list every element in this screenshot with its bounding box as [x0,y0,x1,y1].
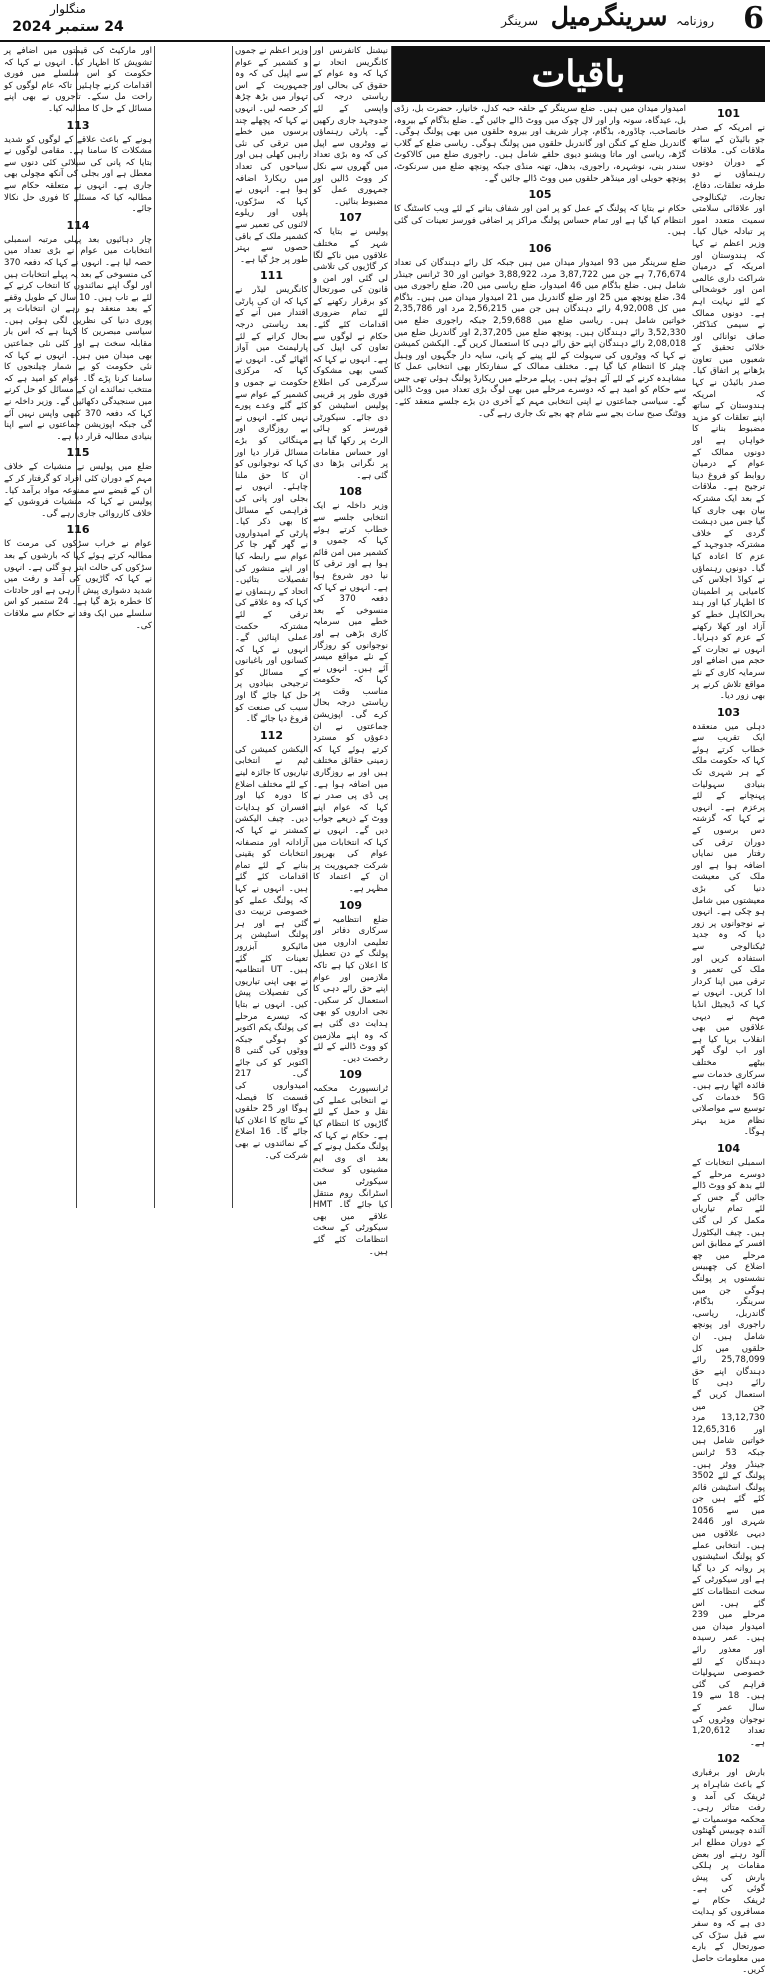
article-text: کانگریس لیڈر نے کہا کہ ان کی پارٹی اقتدار میں آنے کے بعد ریاستی درجہ بحال کرانے کے لئے پارلیمنٹ میں آواز اٹھائے گی۔ انہوں نے کہا کہ مرکزی حکومت نے جموں و کشمیر کے عوام سے کئے گئے وعدے پورے نہیں کئے۔ انہوں نے بے روزگاری اور مہنگائی کو بڑے مسائل قرار دیا اور کہا کہ نوجوانوں کو ان کا حق ملنا چاہئے۔ انہوں نے بجلی اور پانی کی فراہمی کے مسائل کا بھی ذکر کیا۔ پارٹی کے امیدواروں نے گھر گھر جا کر عوام سے رابطہ کیا اور اپنے منشور کی تفصیلات بتائیں۔ اتحاد کے رہنماؤں نے کہا کہ وہ علاقے کی ترقی کے لئے مشترکہ حکمت عملی اپنائیں گے۔ انہوں نے کہا کہ کسانوں اور باغبانوں کے مسائل کو ترجیحی بنیادوں پر حل کیا جائے گا اور سیب کی صنعت کو فروغ دیا جائے گا۔ [235,285,308,725]
article-text: وزیر اعظم نے جموں و کشمیر کے عوام سے اپیل کی کہ وہ جمہوریت کے اس تہوار میں بڑھ چڑھ کر حصہ لیں۔ انہوں نے کہا کہ پچھلے چند برسوں میں خطے میں ترقی کی نئی راہیں کھلی ہیں اور سیاحوں کی تعداد میں ریکارڈ اضافہ ہوا ہے۔ انہوں نے کہا کہ سڑکوں، پلوں اور ریلوے لائنوں کی تعمیر سے کشمیر ملک کے باقی حصوں سے بہتر طور پر جڑ گیا ہے۔ [235,46,308,265]
article-number: 109 [339,1068,362,1082]
column-3 [313,46,388,1257]
column-divider [232,46,233,1208]
article-text: چار دہائیوں بعد پہلی مرتبہ اسمبلی انتخابات میں عوام نے بڑی تعداد میں حصہ لیا ہے۔ انہوں نے کہا کہ دفعہ 370 کی منسوخی کے بعد یہ پہلے انتخابات ہیں اور لوگ اپنے نمائندوں کا انتخاب کرنے کے لئے بے تاب ہیں۔ 10 سال کے طویل وقفے کے بعد منعقد ہو رہے ان انتخابات پر پوری دنیا کی نظریں لگی ہوئی ہیں۔ سیاسی مبصرین کا کہنا ہے کہ اس بار مقابلہ سخت ہے اور کئی نئی جماعتیں بھی میدان میں ہیں۔ انہوں نے کہا کہ نئی حکومت کو بے شمار چیلنجوں کا سامنا کرنا پڑے گا۔ عوام کو امید ہے کہ منتخب نمائندے ان کے مسائل کو حل کرنے میں سنجیدگی دکھائیں گے۔ وزیر داخلہ نے کہا کہ دفعہ 370 کبھی واپس نہیں آئے گی جبکہ اپوزیشن جماعتوں نے اسے اپنا بنیادی مطالبہ قرار دیا ہے۔ [4,234,153,442]
article-number: 116 [66,523,90,537]
article-number: 114 [66,218,90,232]
article-number: 103 [717,705,740,719]
article-number: 108 [339,485,362,499]
article-number: 109 [339,898,362,912]
article-text: ضلع سرینگر میں 93 امیدوار میدان میں ہیں جبکہ کل رائے دہندگان کی تعداد 7,76,674 ہے جن میں 3,87,722 مرد، 3,88,922 خواتین اور 30 ٹرانس جینڈر شامل ہیں۔ ضلع بڈگام میں 46 امیدوار، ضلع ریاسی میں 20، ضلع راجوری میں 34، ضلع پونچھ میں 25 اور ضلع گاندربل میں 21 امیدوار میدان میں ہیں۔ بڈگام میں کل 4,92,008 رائے دہندگان ہیں جن میں 2,56,215 مرد اور 2,35,786 خواتین شامل ہیں۔ ریاسی ضلع میں 2,59,688 جبکہ راجوری ضلع میں 3,52,330 رائے دہندگان ہیں۔ پونچھ ضلع میں 2,37,205 اور گاندربل ضلع میں 2,08,018 رائے دہندگان اپنے حق رائے دہی کا استعمال کریں گے۔ الیکشن کمیشن نے کہا کہ ووٹروں کی سہولت کے لئے پینے کے پانی، سایہ دار جگہوں اور وہیل چیئر کا انتظام کیا گیا ہے۔ مختلف ممالک کے سفارتکار بھی انتخابی عمل کا مشاہدہ کرنے کے لئے آئے ہوئے ہیں۔ پہلے مرحلے میں ریکارڈ پولنگ ہوئی تھی جس سے حکام کو امید ہے کہ دوسرے مرحلے میں بھی لوگ بڑی تعداد میں ووٹ ڈالیں گے۔ سیاسی جماعتوں نے اپنی انتخابی مہم کے آخری دن بڑے جلسے منعقد کئے۔ ووٹنگ صبح سات بجے سے شام چھ بجے تک جاری رہے گی۔ [394,257,687,419]
masthead-city: سرینگر [501,14,538,28]
article-text: وزیر داخلہ نے ایک انتخابی جلسے سے خطاب کرتے ہوئے کہا کہ جموں و کشمیر میں امن قائم ہوا ہے اور ترقی کا نیا دور شروع ہوا ہے۔ انہوں نے کہا کہ دفعہ 370 کی منسوخی کے بعد خطے میں سرمایہ کاری بڑھی ہے اور نوجوانوں کو روزگار کے نئے مواقع میسر آئے ہیں۔ انہوں نے کہا کہ حکومت مناسب وقت پر ریاستی درجہ بحال کرے گی۔ اپوزیشن جماعتوں نے ان دعوؤں کو مسترد کرتے ہوئے کہا کہ زمینی حقائق مختلف ہیں اور بے روزگاری میں اضافہ ہوا ہے۔ پی ڈی پی صدر نے کہا کہ عوام اپنے ووٹ کے ذریعے جواب دیں گے۔ انہوں نے کہا کہ انتخابات میں عوام کی بھرپور شرکت جمہوریت پر ان کے اعتماد کا مظہر ہے۔ [313,501,388,894]
article-text: ٹرانسپورٹ محکمہ نے انتخابی عملے کی نقل و حمل کے لئے گاڑیوں کا انتظام کیا ہے۔ حکام نے کہا کہ پولنگ مکمل ہونے کے بعد ای وی ایم مشینوں کو سخت سیکورٹی میں اسٹرانگ روم منتقل کیا جائے گا۔ HMT علاقے میں بھی سیکورٹی کے سخت انتظامات کئے گئے ہیں۔ [313,1084,388,1257]
article-number: 102 [717,1752,740,1766]
article-number: 112 [260,728,283,742]
article-text: اسمبلی انتخابات کے دوسرے مرحلے کے لئے بدھ کو ووٹ ڈالے جائیں گے جس کے لئے تمام تیاریاں مکمل کر لی گئی ہیں۔ چیف الیکٹورل افسر کے مطابق اس مرحلے میں چھ اضلاع کی چھبیس نشستوں پر پولنگ ہوگی جن میں سرینگر، بڈگام، گاندربل، ریاسی، راجوری اور پونچھ شامل ہیں۔ ان حلقوں میں کل 25,78,099 رائے دہندگان اپنے حق رائے دہی کا استعمال کریں گے جن میں 13,12,730 مرد اور 12,65,316 خواتین شامل ہیں جبکہ 53 ٹرانس جینڈر ووٹر ہیں۔ پولنگ کے لئے 3502 پولنگ اسٹیشن قائم کئے گئے ہیں جن میں سے 1056 شہری اور 2446 دیہی علاقوں میں ہیں۔ انتخابی عملے کو پولنگ اسٹیشنوں پر روانہ کر دیا گیا ہے اور سیکورٹی کے سخت انتظامات کئے گئے ہیں۔ اس مرحلے میں 239 امیدوار میدان میں ہیں۔ عمر رسیدہ اور معذور رائے دہندگان کے لئے خصوصی سہولیات فراہم کی گئی ہیں۔ 18 سے 19 سال عمر کے نوجوان ووٹروں کی تعداد 1,20,612 ہے۔ [692,1158,765,1748]
article-number: 111 [260,269,283,283]
article-number: 115 [66,446,90,460]
section-title-banner: باقیات [392,46,765,102]
column-4 [235,46,308,1204]
article-number: 107 [339,211,362,225]
page-number: 6 [743,1,764,36]
article-text: ضلع میں پولیس نے منشیات کے خلاف مہم کے دوران کئی افراد کو گرفتار کر کے ان کے قبضے سے ممنوعہ مواد برآمد کیا۔ پولیس نے کہا کہ منشیات فروشوں کے خلاف کارروائی جاری رہے گی۔ [4,462,152,519]
article-text: ہونے کے باعث علاقے کے لوگوں کو شدید مشکلات کا سامنا ہے۔ مقامی لوگوں نے بتایا کہ پانی کی سپلائی کئی دنوں سے معطل ہے اور بجلی کی آنکھ مچولی بھی جاری ہے۔ انہوں نے متعلقہ حکام سے مطالبہ کیا کہ مسئلے کا فوری حل نکالا جائے۔ [4,134,152,215]
page-header [0,0,770,42]
column-divider [310,46,311,1208]
article-text: حکام نے بتایا کہ پولنگ کے عمل کو پر امن اور شفاف بنانے کے لئے ویب کاسٹنگ کا انتظام کیا گیا ہے اور تمام حساس پولنگ مراکز پر اضافی فورسز تعینات کی گئی ہیں۔ [394,204,686,238]
article-number: 104 [717,1142,740,1156]
masthead-title: سرینگرمیل [550,2,668,31]
article-text: بارش اور برفباری کے باعث شاہراہ پر ٹریفک کی آمد و رفت متاثر رہی۔ محکمہ موسمیات نے آئندہ چوبیس گھنٹوں کے دوران مطلع ابر آلود رہنے اور بعض مقامات پر ہلکی بارش کی پیش گوئی کی ہے۔ ٹریفک حکام نے مسافروں کو ہدایت دی ہے کہ وہ سفر سے قبل سڑک کی صورتحال کے بارے میں معلومات حاصل کریں۔ [692,1768,765,1976]
article-number: 106 [528,241,552,255]
header-date: 24 ستمبر 2024 [12,19,124,35]
column-divider [154,46,155,1208]
article-text: ضلع انتظامیہ نے سرکاری دفاتر اور تعلیمی اداروں میں پولنگ کے دن تعطیل کا اعلان کیا ہے تاکہ ملازمین اور عوام اپنے حق رائے دہی کا استعمال کر سکیں۔ نجی اداروں کو بھی ہدایت دی گئی ہے کہ وہ اپنے ملازمین کو ووٹ ڈالنے کے لئے رخصت دیں۔ [313,914,388,1064]
article-number: 101 [717,107,740,120]
article-text: نے امریکہ کے صدر جو بائیڈن کے ساتھ ملاقات کی۔ ملاقات کے دوران دونوں رہنماؤں نے دو طرفہ تعلقات، دفاع، تجارت، ٹیکنالوجی اور علاقائی سلامتی سمیت متعدد امور پر تبادلہ خیال کیا۔ وزیر اعظم نے کہا کہ ہندوستان اور امریکہ کے درمیان شراکت داری عالمی امن اور خوشحالی کے لئے نہایت اہم ہے۔ دونوں ممالک نے سیمی کنڈکٹر، صاف توانائی اور خلائی تحقیق کے شعبوں میں تعاون بڑھانے پر اتفاق کیا۔ صدر بائیڈن نے کہا کہ امریکہ ہندوستان کے ساتھ اپنے تعلقات کو مزید مضبوط بنانے کا خواہاں ہے اور دونوں ممالک کے عوام کے درمیان روابط کو فروغ دینا ترجیح ہے۔ ملاقات کے بعد ایک مشترکہ بیان بھی جاری کیا گیا جس میں دہشت گردی کے خلاف مشترکہ جدوجہد کے عزم کا اعادہ کیا گیا۔ دونوں رہنماؤں نے کواڈ اجلاس کی کامیابی پر اطمینان کا اظہار کیا اور ہند بحرالکاہل خطے کو آزاد اور کھلا رکھنے کے عزم کو دہرایا۔ انہوں نے تجارت کے حجم میں اضافے اور سرمایہ کاری کے نئے مواقع تلاش کرنے پر بھی زور دیا۔ [692,123,765,702]
column-1 [692,104,765,1976]
article-text: امیدوار میدان میں ہیں۔ ضلع سرینگر کے حلقہ حبہ کدل، خانیار، حضرت بل، زڈی بل، عیدگاہ، سونہ وار اور لال چوک میں ووٹ ڈالے جائیں گے۔ ضلع بڈگام کے بیروہ، خانصاحب، چاڈورہ، بڈگام، چرار شریف اور بیروہ حلقوں میں بھی پولنگ ہوگی۔ گاندربل ضلع کے کنگن اور گاندربل حلقوں میں پولنگ ہوگی۔ ریاسی ضلع کے گلاب گڑھ، ریاسی اور ماتا ویشنو دیوی حلقے شامل ہیں۔ راجوری ضلع میں کالاکوٹ سندر بنی، نوشہرہ، راجوری، بدھل، تھنہ منڈی جبکہ پونچھ ضلع میں سرنکوٹ، پونچھ حویلی اور مینڈھر حلقوں میں ووٹ ڈالے جائیں گے۔ [394,104,686,184]
article-text: نیشنل کانفرنس اور کانگریس اتحاد نے کہا کہ وہ عوام کے حقوق کی بحالی اور ریاستی درجہ کی واپسی کے لئے جدوجہد جاری رکھیں گے۔ پارٹی رہنماؤں نے ووٹروں سے اپیل کی کہ وہ بڑی تعداد میں گھروں سے نکل کر ووٹ ڈالیں اور جمہوری عمل کو مضبوط بنائیں۔ [313,46,388,207]
masthead [501,2,718,36]
article-text: الیکشن کمیشن کی ٹیم نے انتخابی تیاریوں کا جائزہ لینے کے لئے مختلف اضلاع کا دورہ کیا اور افسران کو ہدایات دیں۔ چیف الیکشن کمشنر نے کہا کہ آزادانہ اور منصفانہ انتخابات کو یقینی بنانے کے لئے تمام اقدامات کئے گئے ہیں۔ انہوں نے کہا کہ پولنگ عملے کو خصوصی تربیت دی گئی ہے اور ہر پولنگ اسٹیشن پر مائیکرو آبزرور تعینات کئے گئے ہیں۔ UT انتظامیہ نے بھی اپنی تیاریوں کی تفصیلات پیش کیں۔ انہوں نے بتایا کہ تیسرے مرحلے کی پولنگ یکم اکتوبر کو ہوگی جبکہ ووٹوں کی گنتی 8 اکتوبر کو کی جائے گی۔ 217 امیدواروں کی قسمت کا فیصلہ ہوگا اور 25 حلقوں کے نتائج کا اعلان کیا جائے گا۔ 16 اضلاع کے نمائندوں نے بھی شرکت کی۔ [235,744,308,1161]
masthead-prefix: روزنامہ [676,14,714,28]
column-5 [4,46,152,1204]
article-text: پولیس نے بتایا کہ شہر کے مختلف علاقوں میں ناکے لگا کر گاڑیوں کی تلاشی لی گئی اور امن و قانون کی صورتحال کو برقرار رکھنے کے لئے تمام ضروری اقدامات کئے گئے۔ حکام نے لوگوں سے تعاون کی اپیل کی ہے۔ انہوں نے کہا کہ کسی بھی مشکوک سرگرمی کی اطلاع فوری طور پر قریبی پولیس اسٹیشن کو دی جائے۔ سیکورٹی فورسز کو ہائی الرٹ پر رکھا گیا ہے اور حساس مقامات پر نگرانی بڑھا دی گئی ہے۔ [313,227,388,481]
article-text: دہلی میں منعقدہ ایک تقریب سے خطاب کرتے ہوئے کہا کہ حکومت ملک کے ہر شہری تک بنیادی سہولیات پہنچانے کے لئے پرعزم ہے۔ انہوں نے کہا کہ گزشتہ دس برسوں کے دوران ترقی کی رفتار میں نمایاں اضافہ ہوا ہے اور ملک کی معیشت دنیا کی بڑی معیشتوں میں شامل ہو چکی ہے۔ انہوں نے نوجوانوں پر زور دیا کہ وہ جدید ٹیکنالوجی سے استفادہ کریں اور ملک کی تعمیر و ترقی میں اپنا کردار ادا کریں۔ انہوں نے کہا کہ ڈیجیٹل انڈیا مہم نے دیہی علاقوں میں بھی انقلاب برپا کیا ہے اور اب لوگ گھر بیٹھے مختلف سرکاری خدمات سے فائدہ اٹھا رہے ہیں۔ 5G خدمات کی توسیع سے مواصلاتی نظام مزید بہتر ہوگا۔ [692,721,765,1138]
article-text: اور مارکیٹ کی قیمتوں میں اضافے پر تشویش کا اظہار کیا۔ انہوں نے کہا کہ حکومت کو اس سلسلے میں فوری اقدامات کرنے چاہئیں تاکہ عام لوگوں کو راحت مل سکے۔ تاجروں نے بھی اپنے مسائل کے حل کا مطالبہ کیا۔ [4,46,152,114]
article-number: 113 [66,118,90,132]
article-number: 105 [528,188,552,202]
column-2 [394,104,686,1204]
article-text: عوام نے خراب سڑکوں کی مرمت کا مطالبہ کرتے ہوئے کہا کہ بارشوں کے بعد سڑکوں کی حالت ابتر ہو گئی ہے۔ انہوں نے کہا کہ گاڑیوں کی آمد و رفت میں شدید دشواری پیش آ رہی ہے اور حادثات کا خطرہ بڑھ گیا ہے۔ 24 ستمبر کو اس سلسلے میں ایک وفد نے حکام سے ملاقات کی۔ [4,539,152,631]
header-day: منگلوار [50,2,86,16]
column-divider [391,46,392,1208]
